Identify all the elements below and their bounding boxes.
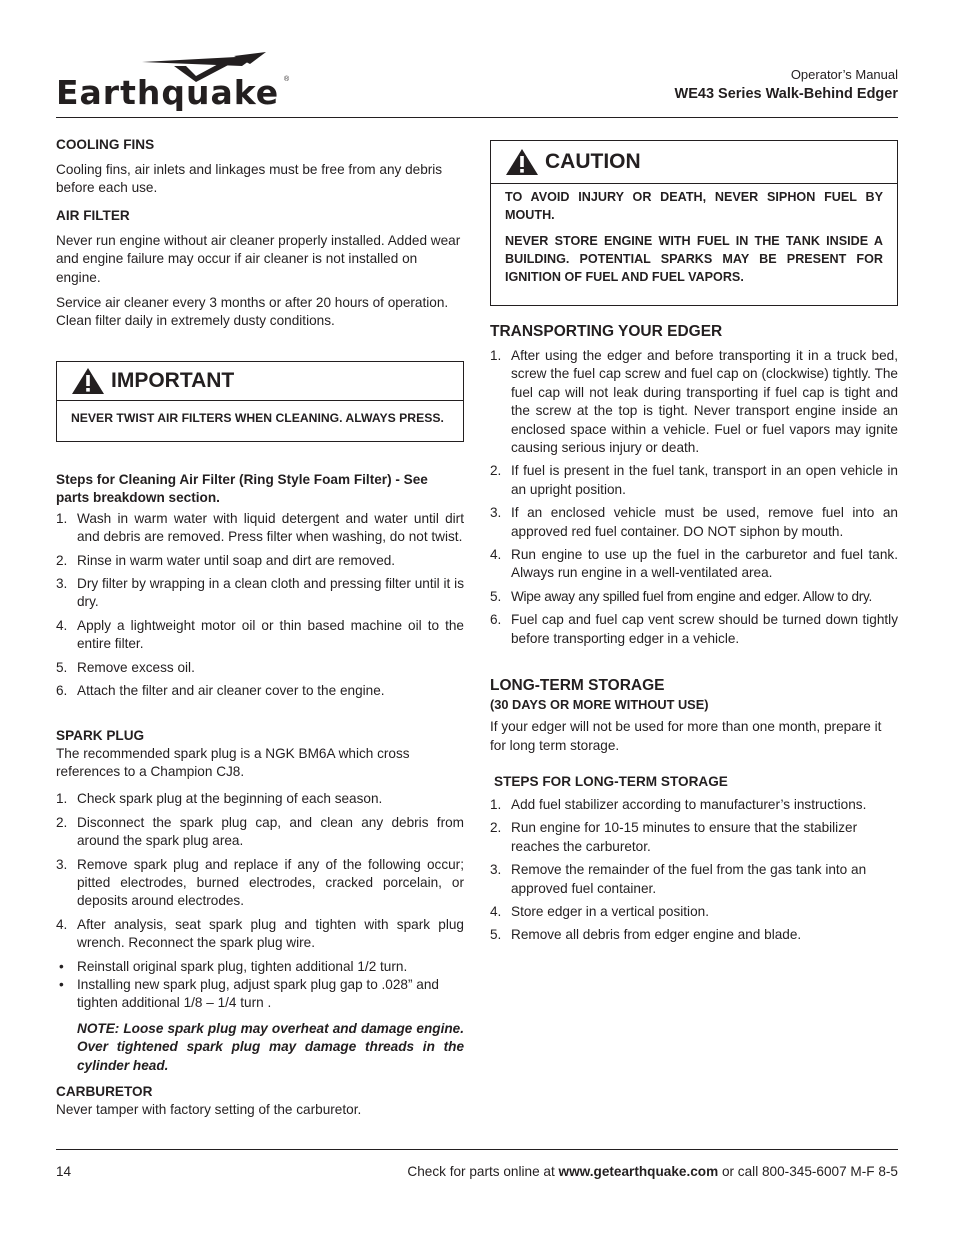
air-filter-text-2: Service air cleaner every 3 months or after 20 hours of operation. Clean filter daily in extremely dusty conditions.	[56, 295, 449, 329]
spark-plug-bullets	[56, 958, 464, 1013]
list-item: 6. Fuel cap and fuel cap vent screw should be turned down tightly before transporting edger in a vehicle.	[490, 612, 898, 646]
series-title: WE43 Series Walk-Behind Edger	[674, 86, 898, 102]
caution-header	[491, 141, 897, 183]
storage-steps-heading: STEPS FOR LONG-TERM STORAGE	[494, 773, 728, 789]
important-header	[57, 362, 463, 400]
website-link[interactable]: www.getearthquake.com	[558, 1164, 719, 1179]
air-filter-text-1: Never run engine without air cleaner properly installed. Added wear and engine failure may occur if air cleaner is not installed on engine.	[56, 232, 461, 285]
parts-online-text	[407, 1164, 898, 1179]
right-column	[490, 136, 898, 950]
storage-subheading: (30 DAYS OR MORE WITHOUT USE)	[490, 697, 709, 713]
list-item: 4. Apply a lightweight motor oil or thin based machine oil to the entire filter.	[56, 617, 464, 652]
list-item: • Installing new spark plug, adjust spark plug gap to .028” and tighten additional 1/8 – 1/4 turn .	[59, 976, 439, 1011]
caution-text-1: TO AVOID INJURY OR DEATH, NEVER SIPHON FUEL BY MOUTH.	[505, 190, 883, 222]
cooling-fins-heading: COOLING FINS	[56, 137, 155, 152]
page-number: 14	[56, 1164, 72, 1179]
logo-wordmark: Earthquake	[56, 73, 280, 112]
list-item: 2. Run engine for 10-15 minutes to ensure that the stabilizer reaches the carburetor.	[490, 820, 858, 854]
caution-title: CAUTION	[545, 149, 641, 173]
cleaning-heading: Steps for Cleaning Air Filter (Ring Style Foam Filter) - See parts breakdown section.	[56, 471, 428, 505]
caution-body	[491, 183, 897, 286]
list-item: 5. Wipe away any spilled fuel from engine and edger. Allow to dry.	[490, 588, 872, 604]
footer-pre: Check for parts online at	[407, 1164, 559, 1179]
list-item: 4. After analysis, seat spark plug and tighten with spark plug wrench. Reconnect the spark plug wire.	[56, 916, 464, 951]
list-item: 1. Add fuel stabilizer according to manufacturer’s instructions.	[490, 796, 867, 812]
footer-post: or call 800-345-6007 M-F 8-5	[718, 1164, 898, 1179]
page-footer	[56, 1149, 898, 1179]
list-item: • Reinstall original spark plug, tighten additional 1/2 turn.	[59, 958, 408, 974]
spark-plug-steps	[56, 790, 464, 952]
list-item: 2. If fuel is present in the fuel tank, transport in an open vehicle in an upright position.	[490, 463, 898, 497]
important-notice	[56, 361, 464, 442]
list-item: 2. Disconnect the spark plug cap, and clean any debris from around the spark plug area.	[56, 814, 464, 849]
manual-label: Operator’s Manual	[790, 67, 898, 82]
storage-heading: LONG-TERM STORAGE	[490, 677, 665, 695]
warning-icon	[71, 367, 105, 395]
list-item: 6. Attach the filter and air cleaner cover to the engine.	[56, 683, 385, 699]
spark-plug-intro: The recommended spark plug is a NGK BM6A which cross references to a Champion CJ8.	[56, 745, 410, 779]
carburetor-text: Never tamper with factory setting of the carburetor.	[56, 1102, 362, 1117]
caution-notice	[490, 140, 898, 306]
page-header	[56, 52, 898, 118]
registered-mark: ®	[284, 76, 290, 83]
spark-plug-heading: SPARK PLUG	[56, 727, 145, 743]
list-item: 3. Dry filter by wrapping in a clean cloth and pressing filter until it is dry.	[56, 576, 464, 610]
warning-icon	[505, 148, 539, 176]
spark-plug-note: NOTE: Loose spark plug may overheat and damage engine. Over tightened spark plug may damage threads in the cylinder head.	[77, 1020, 464, 1073]
list-item: 5. Remove excess oil.	[56, 659, 195, 675]
important-title: IMPORTANT	[111, 368, 235, 392]
list-item: 1. Wash in warm water with liquid detergent and water until dirt and debris are removed. Press filter when washing, do not twist.	[56, 510, 464, 545]
earthquake-logo	[56, 52, 288, 114]
list-item: 2. Rinse in warm water until soap and dirt are removed.	[56, 552, 396, 568]
cleaning-steps	[56, 510, 464, 701]
header-info	[675, 66, 898, 104]
transporting-heading: TRANSPORTING YOUR EDGER	[490, 323, 723, 340]
carburetor-heading: CARBURETOR	[56, 1084, 153, 1099]
list-item: 3. Remove the remainder of the fuel from the gas tank into an approved fuel container.	[490, 862, 867, 896]
transporting-steps	[490, 347, 898, 648]
list-item: 3. Remove spark plug and replace if any of the following occur; pitted electrodes, burned electrodes, cracked porcelain, or deposits around electrodes.	[56, 856, 464, 909]
list-item: 1. Check spark plug at the beginning of each season.	[56, 791, 383, 807]
storage-intro: If your edger will not be used for more than one month, prepare it for long term storage.	[490, 719, 882, 753]
cooling-fins-text: Cooling fins, air inlets and linkages must be free from any debris before each use.	[56, 162, 443, 196]
air-filter-heading: AIR FILTER	[56, 207, 130, 223]
list-item: 1. After using the edger and before transporting it in a truck bed, screw the fuel cap screw and fuel cap on (clockwise) tightly. The fuel cap will not leak during transporting if fuel cap is tight and the screw at the top is tight. Never transport engine inside an enclosed space within a vehicle. Fuel or fuel vapors may ignite causing serious injury or death.	[490, 348, 898, 456]
left-column	[56, 136, 464, 1119]
storage-steps	[490, 796, 898, 945]
list-item: 5. Remove all debris from edger engine and blade.	[490, 927, 802, 943]
list-item: 4. Run engine to use up the fuel in the carburetor and fuel tank. Always run engine in a well-ventilated area.	[490, 547, 898, 581]
caution-text-2: NEVER STORE ENGINE WITH FUEL IN THE TANK INSIDE A BUILDING. POTENTIAL SPARKS MAY BE PRESENT FOR IGNITION OF FUEL AND FUEL VAPORS.	[505, 234, 883, 284]
list-item: 4. Store edger in a vertical position.	[490, 903, 709, 919]
important-text: NEVER TWIST AIR FILTERS WHEN CLEANING. ALWAYS PRESS.	[57, 400, 463, 427]
list-item: 3. If an enclosed vehicle must be used, remove fuel into an approved red fuel container. DO NOT siphon by mouth.	[490, 505, 898, 539]
